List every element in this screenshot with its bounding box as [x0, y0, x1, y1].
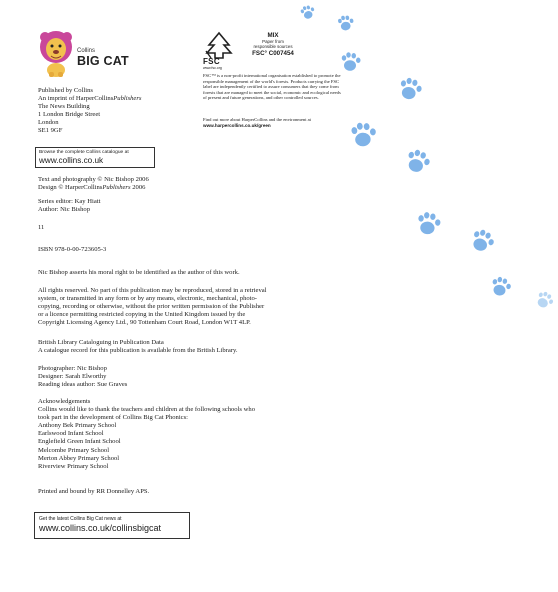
moral-rights: Nic Bishop asserts his moral right to be identified as the author of this work. — [38, 269, 240, 276]
acknowledgements: Acknowledgements Collins would like to thank the teachers and children at the following schools who took part in the development of Collins Big Cat Phonics: Anthony Bek Primary School Earlswood Infant School Englefield Green Infant School Melcombe Primary School Merton Abbey Primary School Riverview Primary School — [38, 398, 256, 470]
printed-by: Printed and bound by RR Donnelley APS. — [38, 488, 150, 495]
lion-logo-icon — [37, 28, 77, 78]
fsc-mark-url: www.fsc.org — [203, 66, 222, 70]
address-line: 1 London Bridge Street — [38, 111, 101, 119]
environment-note: Find out more about HarperCollins and the environment at www.harpercollins.co.uk/green — [203, 117, 378, 128]
design-credit: Design © HarperCollinsPublishers 2006 — [38, 184, 146, 191]
isbn: ISBN 978-0-00-723605-3 — [38, 246, 107, 253]
big-cat-wordmark: BIG CAT — [77, 54, 129, 68]
rights-statement: All rights reserved. No part of this publication may be reproduced, stored in a retrieval system, or transmitted in any form or by any means, electronic, mechanical, photo- copying, recording or otherwise, without the prior written permission of the Publisher or a licence permitting restricted copying in the United Kingdom issued by the Copyright Licensing Agency Ltd., 90 Tottenham Court Road, London W1T 4LP. — [38, 287, 267, 327]
school-item: Riverview Primary School — [38, 462, 109, 470]
paw-print-icon — [298, 3, 319, 23]
paw-print-icon — [340, 52, 363, 73]
address-line: SE1 9GF — [38, 127, 63, 135]
paw-print-icon — [532, 289, 558, 314]
people-credits — [38, 365, 127, 389]
school-item: Anthony Bek Primary School — [38, 422, 117, 430]
paw-print-icon — [488, 275, 514, 300]
catalogue-label: Browse the complete Collins catalogue at — [39, 150, 129, 155]
paw-print-icon — [467, 226, 500, 257]
address-line: London — [38, 119, 59, 127]
catalogue-url[interactable]: www.collins.co.uk — [39, 155, 104, 165]
paw-print-icon — [349, 121, 380, 150]
published-by: Published by Collins — [38, 87, 93, 94]
reading-ideas-author: Reading ideas author: Sue Graves — [38, 381, 128, 389]
fsc-mix: MIX — [267, 32, 279, 39]
school-item: Melcombe Primary School — [38, 446, 110, 454]
address-line: The News Building — [38, 103, 90, 111]
cataloguing-data: British Library Cataloguing in Publication Data A catalogue record for this publication is available from the British Library. — [38, 339, 238, 355]
acknowledgements-heading: Acknowledgements — [38, 398, 91, 405]
fsc-logo — [203, 31, 235, 76]
paw-print-icon — [415, 211, 444, 238]
school-item: Merton Abbey Primary School — [38, 454, 120, 462]
news-box — [34, 512, 190, 539]
text-photo-credit: Text and photography © Nic Bishop 2006 — [38, 176, 149, 183]
photographer: Photographer: Nic Bishop — [38, 365, 107, 372]
paw-print-icon — [336, 13, 358, 33]
fsc-mix-label: MIX Paper from responsible sources FSC° C007454 — [238, 32, 308, 58]
paw-print-icon — [396, 76, 426, 104]
school-item: Earlswood Infant School — [38, 430, 104, 438]
publisher-address — [38, 87, 142, 136]
imprint-line: An imprint of HarperCollinsPublishers — [38, 95, 142, 103]
author-credit: Author: Nic Bishop — [38, 206, 91, 213]
collins-big-cat-logo — [37, 28, 137, 80]
environment-url[interactable]: www.harpercollins.co.uk/green — [203, 122, 271, 128]
designer: Designer: Sarah Elworthy — [38, 373, 107, 381]
fsc-code: FSC° C007454 — [252, 50, 294, 57]
fsc-paragraph: FSC™ is a non-profit international organisation established to promote the responsible management of the world's forests. Products carrying the FSC label are independently certified to assure consumers that they come from forests that are managed to meet the social, economic and ecological needs of present and future generations, and other controlled sources. — [203, 73, 341, 101]
collins-wordmark: Collins — [77, 48, 96, 54]
paw-print-icon — [402, 147, 435, 178]
catalogue-box — [35, 147, 155, 168]
fsc-mark: FSC — [203, 57, 220, 66]
series-editor: Series editor: Kay Hiatt — [38, 198, 101, 205]
news-label: Get the latest Collins Big Cat news at — [39, 516, 122, 522]
print-number: 11 — [38, 224, 45, 231]
news-url[interactable]: www.collins.co.uk/collinsbigcat — [39, 523, 162, 533]
school-item: Englefield Green Infant School — [38, 438, 121, 446]
